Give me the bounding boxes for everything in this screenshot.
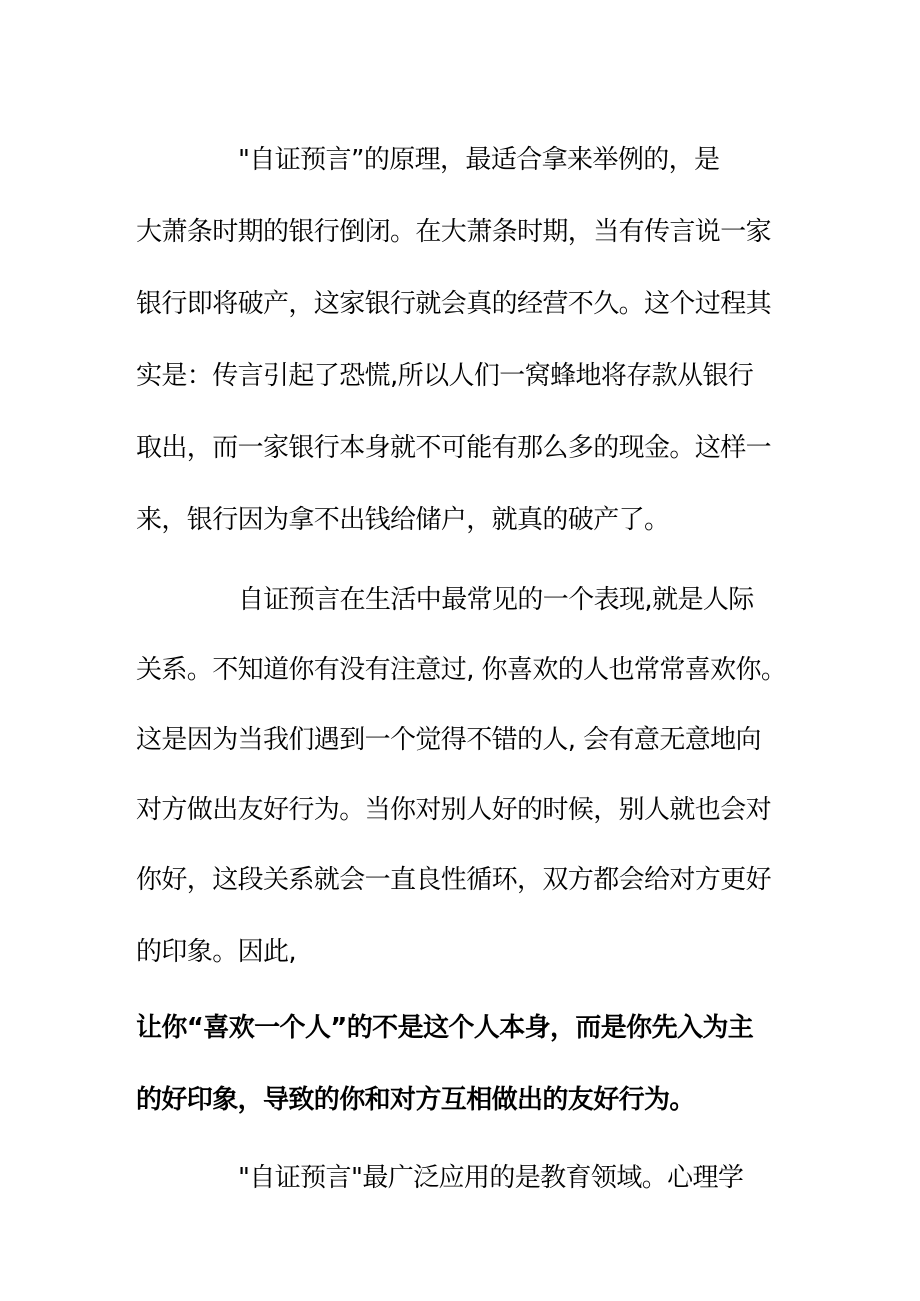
paragraph-2-line-5: 你好，这段关系就会一直良性循环，双方都会给对方更好 [136, 865, 772, 895]
paragraph-2-line-1: 自证预言在生活中最常见的一个表现,就是人际 [238, 585, 754, 615]
paragraph-1-line-1: "自证预言”的原理，最适合拿来举例的，是 [238, 145, 720, 175]
paragraph-1-line-6: 来，银行因为拿不出钱给储户，就真的破产了。 [136, 505, 670, 535]
paragraph-2-line-6: 的印象。因此, [136, 937, 297, 967]
bold-paragraph-line-2: 的好印象，导致的你和对方互相做出的友好行为。 [136, 1085, 695, 1115]
paragraph-1-line-5: 取出，而一家银行本身就不可能有那么多的现金。这样一 [136, 433, 772, 463]
bold-paragraph-line-1: 让你“喜欢一个人”的不是这个人本身，而是你先入为主 [136, 1013, 754, 1043]
paragraph-1-line-4: 实是：传言引起了恐慌,所以人们一窝蜂地将存款从银行 [136, 361, 754, 391]
paragraph-2-line-3: 这是因为当我们遇到一个觉得不错的人, 会有意无意地向 [136, 725, 761, 755]
paragraph-4-line-1: "自证预言"最广泛应用的是教育领域。心理学 [238, 1163, 744, 1193]
paragraph-1-line-2: 大萧条时期的银行倒闭。在大萧条时期，当有传言说一家 [136, 217, 772, 247]
paragraph-2-line-4: 对方做出友好行为。当你对别人好的时候，别人就也会对 [136, 795, 772, 825]
paragraph-2-line-2: 关系。不知道你有没有注意过, 你喜欢的人也常常喜欢你。 [136, 655, 787, 685]
paragraph-1-line-3: 银行即将破产，这家银行就会真的经营不久。这个过程其 [136, 289, 772, 319]
